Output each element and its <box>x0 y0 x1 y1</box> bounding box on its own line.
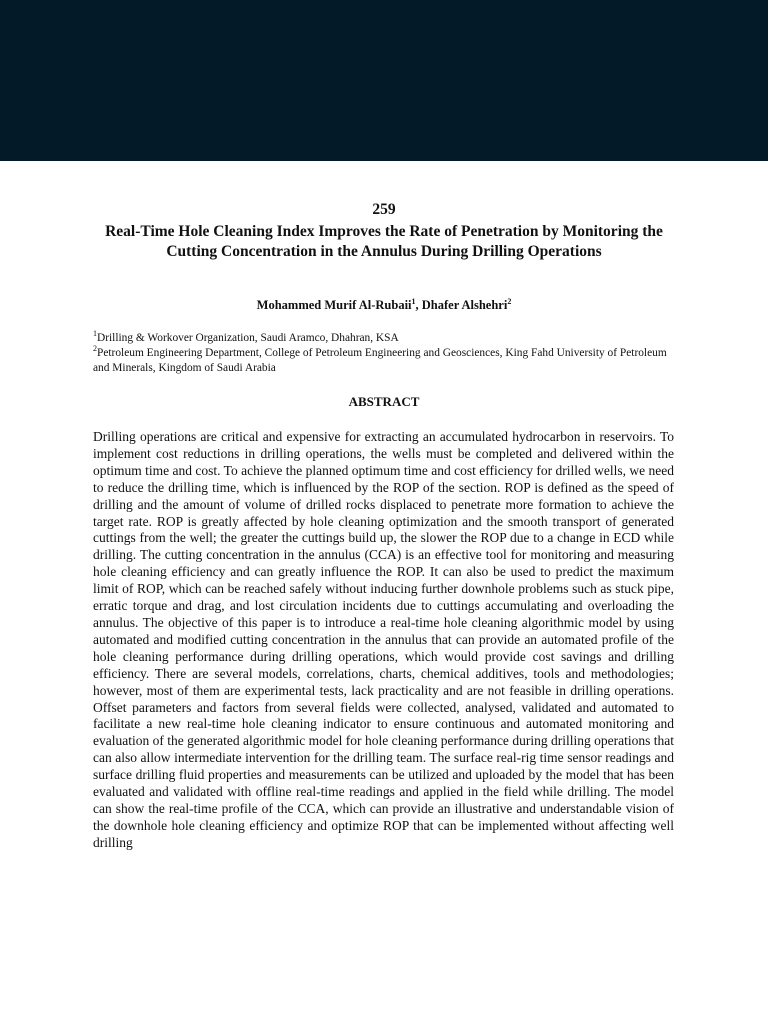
abstract-body: Drilling operations are critical and expensive for extracting an accumulated hydrocarbon in reservoirs. To implement cost reductions in drilling operations, the wells must be completed and delivered within the optimum time and cost. To achieve the planned optimum time and cost efficiency for drilled wells, we need to reduce the drilling time, which is influenced by the ROP of the section. ROP is defined as the speed of drilling and the amount of volume of drilled rocks displaced to penetrate more formation to achieve the target rate. ROP is greatly affected by hole cleaning optimization and the smooth transport of generated cuttings from the well; the greater the cuttings build up, the slower the ROP due to a change in ECD while drilling. The cutting concentration in the annulus (CCA) is an effective tool for monitoring and measuring hole cleaning efficiency and can greatly influence the ROP. It can also be used to predict the maximum limit of ROP, which can be reached safely without inducing further downhole problems such as stuck pipe, erratic torque and drag, and lost circulation incidents due to cuttings accumulating and overloading the annulus. The objective of this paper is to introduce a real-time hole cleaning algorithmic model by using automated and modified cutting concentration in the annulus that can provide an automated profile of the hole cleaning performance during drilling operations, which would provide cost savings and drilling efficiency. There are several models, correlations, charts, chemical additives, tools and methodologies; however, most of them are experimental tests, lack practicality and are not feasible in drilling operations. Offset parameters and factors from several fields were collected, analysed, validated and automated to facilitate a new real-time hole cleaning indicator to ensure continuous and automated monitoring and evaluation of the generated algorithmic model for hole cleaning performance during drilling operations that can also allow intermediate intervention for the drilling team. The surface real-rig time sensor readings and surface drilling fluid properties and measurements can be utilized and uploaded by the model that has been evaluated and validated with offline real-time readings and applied in the field while drilling. The model can show the real-time profile of the CCA, which can provide an illustrative and understandable vision of the downhole hole cleaning efficiency and optimize ROP that can be implemented without affecting well drilling <box>93 429 674 850</box>
affiliation-mark: 2 <box>93 344 97 354</box>
affiliation-mark: 2 <box>507 296 512 306</box>
affiliation-text: Drilling & Workover Organization, Saudi Aramco, Dhahran, KSA <box>97 332 399 344</box>
header-band <box>0 0 768 161</box>
paper-title: Real-Time Hole Cleaning Index Improves the Rate of Penetration by Monitoring the Cutting Concentration in the Annulus During Drilling Operations <box>105 223 663 260</box>
author-line <box>0 297 768 313</box>
affiliation-item <box>93 331 683 346</box>
affiliation-mark: 1 <box>411 296 416 306</box>
affiliation-item <box>93 346 683 376</box>
author-separator: , <box>415 298 422 312</box>
affiliation-text: Petroleum Engineering Department, College of Petroleum Engineering and Geosciences, King Fahd University of Petroleum and Minerals, Kingdom of Saudi Arabia <box>93 347 667 374</box>
abstract-heading: ABSTRACT <box>348 394 420 409</box>
affiliations <box>93 331 683 376</box>
author-name: Dhafer Alshehri <box>421 298 508 312</box>
affiliation-mark: 1 <box>93 329 97 339</box>
paper-number: 259 <box>372 201 396 218</box>
author-name: Mohammed Murif Al-Rubaii <box>256 298 412 312</box>
